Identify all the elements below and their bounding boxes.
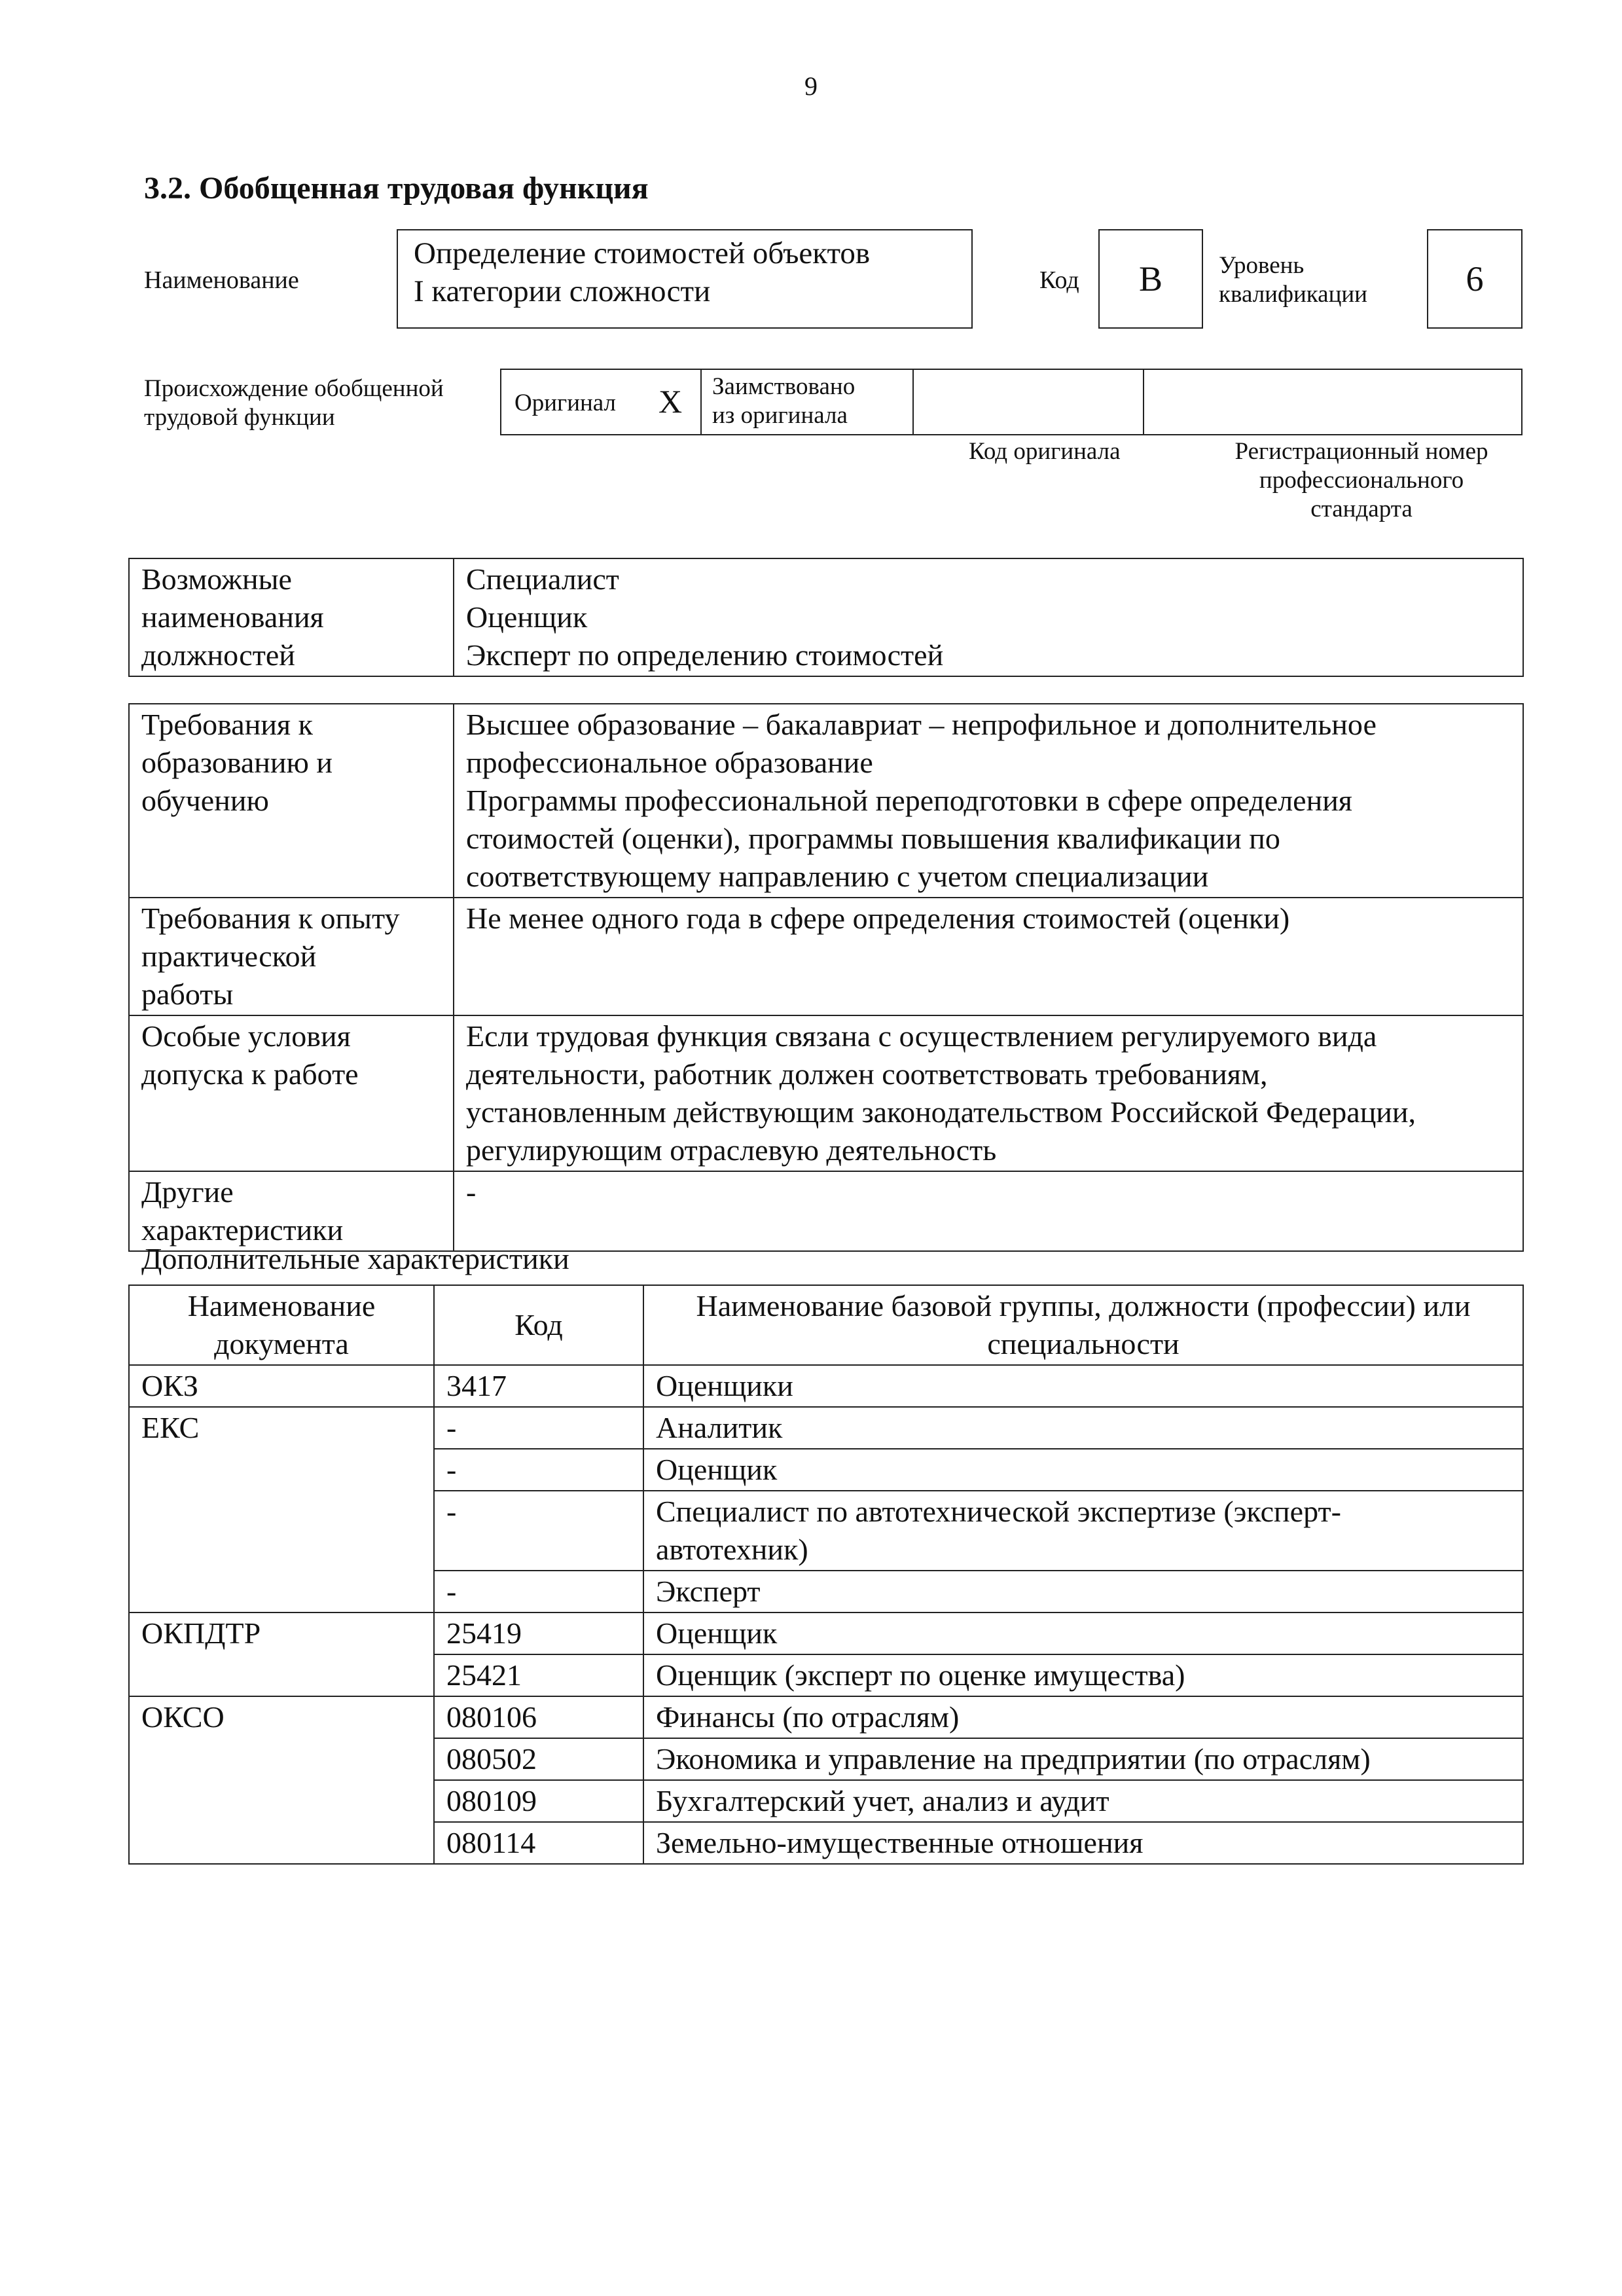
origin-label	[144, 374, 444, 432]
name-cell	[643, 1738, 1523, 1780]
additional-caption: Дополнительные характеристики	[141, 1242, 569, 1275]
level-label-line: квалификации	[1219, 281, 1367, 308]
doc-cell: ЕКС	[129, 1407, 434, 1613]
code-cell: 3417	[434, 1365, 643, 1407]
code-cell: 080106	[434, 1696, 643, 1738]
name-cell-line: Финансы (по отраслям)	[656, 1700, 960, 1734]
requirement-value-line: Высшее образование – бакалавриат – непрофильное и дополнительное	[466, 708, 1377, 741]
name-cell	[643, 1654, 1523, 1696]
requirement-value	[454, 1015, 1523, 1171]
requirement-value-line: Программы профессиональной переподготовки в сфере определения	[466, 784, 1352, 817]
name-box	[397, 229, 973, 329]
requirement-value-line: Если трудовая функция связана с осуществлением регулируемого вида	[466, 1019, 1377, 1053]
table-row	[129, 1407, 1523, 1449]
name-cell-line: Земельно-имущественные отношения	[656, 1826, 1144, 1859]
origin-label-line: трудовой функции	[144, 404, 335, 431]
header-document	[129, 1285, 434, 1365]
code-cell: 080502	[434, 1738, 643, 1780]
requirement-row	[129, 898, 1523, 1015]
name-line: I категории сложности	[414, 274, 711, 308]
borrowed-line: из оригинала	[712, 402, 848, 429]
name-cell	[643, 1571, 1523, 1613]
code-original-caption: Код оригинала	[969, 438, 1121, 465]
name-cell	[643, 1365, 1523, 1407]
code-value: B	[1138, 259, 1163, 299]
additional-body	[129, 1365, 1523, 1864]
requirement-value	[454, 898, 1523, 1015]
name-cell-line: Специалист по автотехнической экспертизе (эксперт-	[656, 1495, 1341, 1528]
header-document-line: документа	[214, 1327, 349, 1360]
requirement-row	[129, 704, 1523, 898]
requirement-value-line: стоимостей (оценки), программы повышения квалификации по	[466, 822, 1280, 855]
requirement-row	[129, 1015, 1523, 1171]
name-cell-line: Экономика и управление на предприятии (по отраслям)	[656, 1742, 1371, 1776]
requirement-value-line: установленным действующим законодательством Российской Федерации,	[466, 1095, 1416, 1129]
code-cell: 25421	[434, 1654, 643, 1696]
requirement-label	[129, 1171, 454, 1251]
requirement-value-line: соответствующему направлению с учетом специализации	[466, 860, 1209, 893]
requirement-label-line: образованию и	[141, 746, 333, 779]
name-line: Определение стоимостей объектов	[414, 236, 871, 270]
code-cell: 080114	[434, 1822, 643, 1864]
positions-label-line: наименования	[141, 600, 324, 634]
requirement-value-line: Не менее одного года в сфере определения стоимостей (оценки)	[466, 902, 1290, 935]
name-cell-line: Оценщик (эксперт по оценке имущества)	[656, 1658, 1185, 1692]
requirement-label	[129, 704, 454, 898]
name-cell-line: Аналитик	[656, 1411, 783, 1444]
name-cell-line: Оценщик	[656, 1616, 778, 1650]
requirement-value	[454, 704, 1523, 898]
reg-number-caption	[1204, 437, 1519, 524]
code-value-box	[1098, 229, 1203, 329]
code-cell: -	[434, 1407, 643, 1449]
name-cell-line: автотехник)	[656, 1533, 808, 1566]
requirement-label-line: обучению	[141, 784, 269, 817]
requirement-label-line: Требования к	[141, 708, 313, 741]
name-cell-line: Бухгалтерский учет, анализ и аудит	[656, 1784, 1109, 1817]
name-cell	[643, 1449, 1523, 1491]
origin-label-line: Происхождение обобщенной	[144, 375, 444, 402]
code-cell: 080109	[434, 1780, 643, 1822]
requirement-label	[129, 1015, 454, 1171]
page-number: 9	[804, 71, 818, 101]
code-cell: 25419	[434, 1613, 643, 1654]
position-item: Оценщик	[466, 600, 588, 634]
requirement-row	[129, 1171, 1523, 1251]
requirements-table	[128, 703, 1524, 1252]
level-label-line: Уровень	[1219, 252, 1305, 279]
requirement-label-line: характеристики	[141, 1213, 344, 1247]
level-label	[1219, 251, 1367, 309]
additional-table	[128, 1285, 1524, 1865]
doc-cell: ОКПДТР	[129, 1613, 434, 1696]
positions-row	[129, 558, 1523, 676]
position-item: Специалист	[466, 562, 619, 596]
name-cell	[643, 1822, 1523, 1864]
code-original-cell	[912, 369, 1144, 435]
doc-cell: ОКЗ	[129, 1365, 434, 1407]
header-code: Код	[434, 1285, 643, 1365]
requirement-label	[129, 898, 454, 1015]
level-value: 6	[1466, 259, 1484, 299]
additional-header-row	[129, 1285, 1523, 1365]
reg-number-line: стандарта	[1310, 496, 1413, 522]
code-cell: -	[434, 1449, 643, 1491]
name-label: Наименование	[144, 266, 299, 294]
positions-label-line: Возможные	[141, 562, 292, 596]
positions-table	[128, 558, 1524, 677]
doc-cell: ОКСО	[129, 1696, 434, 1864]
requirement-label-line: Другие	[141, 1175, 234, 1209]
header-document-line: Наименование	[187, 1289, 376, 1322]
position-item: Эксперт по определению стоимостей	[466, 638, 944, 672]
original-label: Оригинал	[514, 390, 617, 416]
name-cell	[643, 1613, 1523, 1654]
requirement-label-line: допуска к работе	[141, 1057, 359, 1091]
code-cell: -	[434, 1491, 643, 1571]
positions-label-line: должностей	[141, 638, 295, 672]
name-cell-line: Оценщик	[656, 1453, 778, 1486]
table-row	[129, 1365, 1523, 1407]
header-name-line: Наименование базовой группы, должности (профессии) или	[696, 1289, 1471, 1322]
requirement-label-line: работы	[141, 977, 234, 1011]
reg-number-line: профессионального	[1259, 467, 1464, 494]
positions-label	[129, 558, 454, 676]
header-name	[643, 1285, 1523, 1365]
borrowed-label	[712, 373, 855, 430]
requirement-value-line: профессиональное образование	[466, 746, 873, 779]
table-row	[129, 1613, 1523, 1654]
requirement-value-line: -	[466, 1175, 477, 1209]
requirement-label-line: Требования к опыту	[141, 902, 400, 935]
section-title: 3.2. Обобщенная трудовая функция	[144, 171, 649, 206]
requirement-value	[454, 1171, 1523, 1251]
name-cell-line: Оценщики	[656, 1369, 793, 1402]
name-cell	[643, 1407, 1523, 1449]
name-cell-line: Эксперт	[656, 1575, 761, 1608]
header-name-line: специальности	[987, 1327, 1180, 1360]
requirement-label-line: Особые условия	[141, 1019, 351, 1053]
name-cell	[643, 1491, 1523, 1571]
level-value-box	[1427, 229, 1523, 329]
code-label: Код	[1039, 266, 1079, 294]
name-cell	[643, 1780, 1523, 1822]
name-cell	[643, 1696, 1523, 1738]
reg-number-line: Регистрационный номер	[1235, 438, 1488, 465]
table-row	[129, 1696, 1523, 1738]
requirement-value-line: деятельности, работник должен соответствовать требованиям,	[466, 1057, 1268, 1091]
borrowed-line: Заимствовано	[712, 373, 856, 400]
positions-values	[454, 558, 1523, 676]
requirement-label-line: практической	[141, 939, 317, 973]
code-cell: -	[434, 1571, 643, 1613]
original-mark: X	[658, 383, 683, 420]
requirement-value-line: регулирующим отраслевую деятельность	[466, 1133, 997, 1167]
